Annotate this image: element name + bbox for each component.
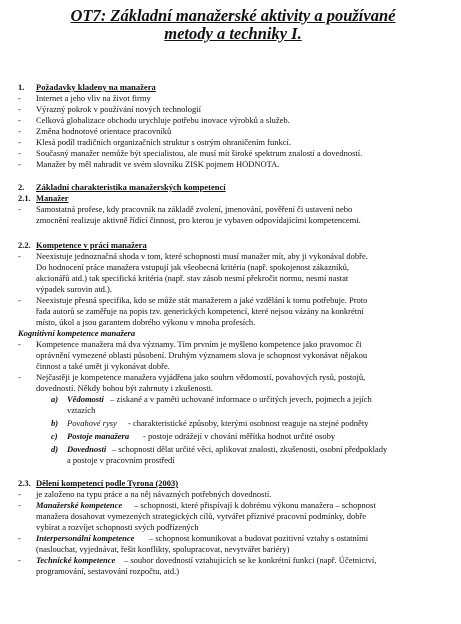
text-line: - [18, 489, 21, 499]
text-line: – soubor dovedností vztahujících se ke konkrétní funkci (např. Účetnictví, [124, 555, 377, 565]
text-line: akcionářů atd.) tak specifická kritéria (např. stav zásob nesmí překročit normu, nesmí nastat [36, 273, 349, 283]
text-line: a) [51, 394, 59, 404]
text-line: - [18, 533, 21, 543]
text-line: Interpersonální kompetence [36, 533, 135, 543]
text-line: programování, sestavování rozpočtu, atd.) [36, 566, 180, 576]
text-line: - [18, 148, 21, 158]
text-line: Dovednosti [67, 444, 107, 454]
text-line: 2. [18, 182, 25, 192]
text-line: dovedností. Někdy bohou být zahrnuty i zkušenosti. [36, 383, 214, 393]
text-line: - [18, 104, 21, 114]
text-line: - [18, 126, 21, 136]
text-line: - [18, 295, 21, 305]
text-line: řada autorů se zaměřuje na popis tzv. generických kompetencí, které nejsou vázány na konkrétní [36, 306, 364, 316]
text-line: Manažer by měl nahradit ve svém slovníku ZISK pojmem HODNOTA. [36, 159, 280, 169]
text-line: – schopnosti, které přispívají k dobrému výkonu manažera – schopnost [134, 500, 376, 510]
text-line: - [18, 93, 21, 103]
text-line: b) [51, 418, 59, 428]
text-line: - [18, 555, 21, 565]
text-line: - [18, 204, 21, 214]
text-line: - postoje odrážejí v chování měřítka hodnot určité osoby [143, 431, 336, 441]
text-line: Dělení kompetencí podle Tyrona (2003) [36, 478, 179, 488]
text-line: oprávnění vymezené oblasti působení. Druhým významem slova je schopnost vykonávat nějakou [36, 350, 368, 360]
text-line: - [18, 137, 21, 147]
text-line: – získané a v paměti uchované informace o určitých jevech, pojmech a jejích [110, 394, 372, 404]
text-line: Do hodnocení práce manažera vstupují jak všeobecná kritéria (např. spokojenost zákazníků, [36, 262, 349, 272]
text-line: a postoje v pracovním prostředí [67, 455, 175, 465]
text-line: Manažer [36, 193, 69, 203]
text-line: Kompetence v práci manažera [36, 240, 147, 250]
text-line: činnost a také umět ji vykonávat dobře. [36, 361, 170, 371]
text-line: Internet a jeho vliv na život firmy [36, 93, 151, 103]
text-line: vybírat a rozvíjet schopnosti svých podřízených [36, 522, 199, 532]
text-line: - [18, 251, 21, 261]
text-line: 2.3. [18, 478, 31, 488]
text-line: Požadavky kladeny na manažera [36, 82, 156, 92]
text-line: Výrazný pokrok v používání nových technologií [36, 104, 202, 114]
text-line: Manažerské kompetence [36, 500, 123, 510]
text-line: c) [51, 431, 58, 441]
text-line: Neexistuje jednoznačná shoda v tom, které schopnosti musí manažer mít, aby ji vykonával dobře. [36, 251, 368, 261]
text-line: Kognitivní kompetence manažera [18, 328, 136, 338]
text-line: je založeno na typu práce a na něj návazných potřebných dovedností. [36, 489, 272, 499]
text-line: Současný manažer nemůže být specialistou, ale musí mít široké spektrum znalostí a dovedností. [36, 148, 363, 158]
text-line: manažera dosahovat vymezených strategických cílů, vytvářet příznivé pracovní podmínky, dobře [36, 511, 367, 521]
text-line: Technické kompetence [36, 555, 116, 565]
text-line: Neexistuje přesná specifika, kdo se může stát manažerem a jaké vzdělání k tomu potřebuje. Proto [36, 295, 368, 305]
text-line: Nejčastěji je kompetence manažera vyjádřena jako souhrn vědomostí, povahových rysů, postojů, [36, 372, 366, 382]
text-line: - [18, 159, 21, 169]
text-line: 2.2. [18, 240, 31, 250]
text-line: - [18, 115, 21, 125]
text-line: Změna hodnotové orientace pracovníků [36, 126, 172, 136]
text-line: Samostatná profese, kdy pracovník na základě zvolení, jmenování, pověření či ustavení nebo [36, 204, 353, 214]
text-line: – schopnosti dělat určité věci, aplikovat znalosti, zkušenosti, osobní předpoklady [112, 444, 388, 454]
text-line: Postoje manažera [67, 431, 130, 441]
text-line: Základní charakteristika manažerských kompetencí [36, 182, 226, 192]
document-title-line-2: metody a techniky I. [164, 24, 302, 43]
text-line: 1. [18, 82, 25, 92]
document-title-line-1: OT7: Základní manažerské aktivity a používané [70, 6, 396, 25]
text-line: - [18, 339, 21, 349]
text-line: - charakteristické způsoby, kterými osobnost reaguje na stejné podněty [128, 418, 369, 428]
text-line: d) [51, 444, 59, 454]
text-line: výpadek surovin atd.). [36, 284, 113, 294]
text-line: 2.1. [18, 193, 31, 203]
text-line: (naslouchat, vyjednávat, řešit konflikty, spolupracovat, nevytvářet bariéry) [36, 544, 290, 554]
text-line: Povahové rysy [67, 418, 117, 428]
text-line: Kompetence manažera má dva významy. Tím prvním je myšleno kompetence jako pravomoc či [36, 339, 362, 349]
text-line: Klesá podíl tradičních organizačních struktur s ostrým ohraničením funkcí. [36, 137, 292, 147]
text-line: Celková globalizace obchodu urychluje potřebu inovace výrobků a služeb. [36, 115, 290, 125]
text-line: - [18, 500, 21, 510]
text-line: - [18, 372, 21, 382]
text-line: zmocnění realizuje aktivně řídící činnost, pro kterou je vybaven odpovídajícími kompetencemi. [36, 215, 361, 225]
text-line: vztazích [67, 405, 96, 415]
text-line: – schopnost komunikovat a budovat pozitivní vztahy s ostatními [149, 533, 369, 543]
text-line: Vědomosti [67, 394, 104, 404]
text-line: místo, úkol a jsou garantem dobrého výkonu v mnoha profesích. [36, 317, 256, 327]
